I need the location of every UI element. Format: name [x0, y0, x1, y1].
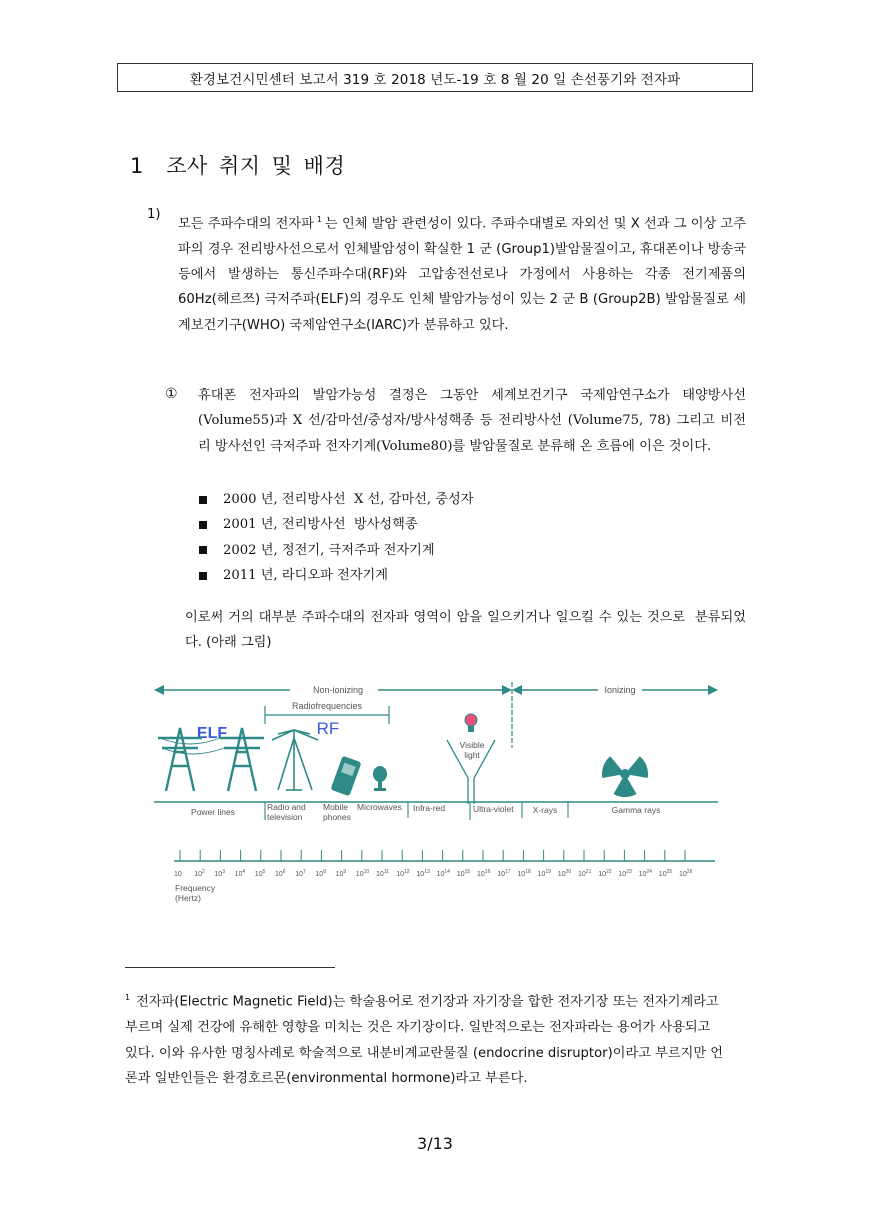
arrow-left-icon [512, 685, 522, 695]
frequency-axis-label: Frequency [175, 883, 216, 893]
frequency-tick-label: $10^5$ [254, 869, 266, 878]
frequency-tick-label: $10^{10}$ [355, 869, 370, 878]
square-bullet-icon [199, 572, 207, 580]
arrow-left-icon [154, 685, 164, 695]
rf-label: RF [316, 719, 340, 738]
frequency-axis-unit: (Hertz) [175, 893, 201, 903]
power-lines-wires [160, 738, 224, 754]
page-number: 3/13 [417, 1134, 453, 1153]
square-bullet-icon [199, 496, 207, 504]
footnote-marker: 1 [125, 993, 131, 1002]
section-title [130, 150, 345, 180]
bullet-item [198, 487, 473, 512]
band-radio-tv-2: television [267, 812, 303, 822]
radiofrequencies-label: Radiofrequencies [291, 701, 363, 711]
frequency-tick-label: $10^{23}$ [618, 869, 632, 878]
frequency-ticks [174, 850, 693, 878]
bullet-item [198, 512, 473, 537]
footnote [125, 985, 725, 1092]
ionizing-label: Ionizing [604, 685, 636, 695]
non-ionizing-label: Non-ionizing [312, 685, 364, 695]
elf-label: ELF [196, 725, 228, 742]
bullet-item [198, 563, 473, 588]
section-title-text: 1 조사 취지 및 배경 [130, 154, 346, 178]
frequency-tick-label: $10^{11}$ [376, 869, 389, 878]
arrow-right-icon [708, 685, 718, 695]
band-mobile-2: phones [323, 812, 351, 822]
report-header [117, 63, 753, 92]
bullet-item [198, 538, 473, 563]
power-tower-icon [158, 728, 202, 791]
radio-antenna-icon [272, 730, 318, 790]
microwave-dish-icon [373, 766, 387, 791]
frequency-tick-label: $10^{21}$ [578, 869, 592, 878]
paragraph-1-text-a: 모든 주파수대의 전자파 [178, 216, 314, 232]
frequency-tick-label: $10^7$ [295, 869, 306, 878]
bullet-list [198, 487, 473, 588]
bullet-text: 2000 년, 전리방사선 X 선, 감마선, 중성자 [223, 492, 474, 507]
frequency-tick-label: 10 [174, 871, 182, 878]
frequency-tick-label: $10^{18}$ [517, 869, 531, 878]
frequency-tick-label: $10^8$ [315, 869, 326, 878]
square-bullet-icon [199, 521, 207, 529]
frequency-tick-label: $10^{14}$ [436, 869, 450, 878]
visible-light-label-2: light [464, 750, 480, 760]
paragraph-1 [178, 207, 746, 338]
frequency-tick-label: $10^3$ [214, 869, 225, 878]
band-mobile-1: Mobile [323, 802, 349, 812]
frequency-tick-label: $10^{17}$ [497, 869, 511, 878]
frequency-tick-label: $10^{26}$ [679, 869, 693, 878]
footnote-text: 전자파(Electric Magnetic Field)는 학술용어로 전기장과 자기장을 합한 전자기장 또는 전자기계라고 부르며 실제 건강에 유해한 영향을 미치는 것은 자기장이다. 일반적으로는 전자파라는 용어가 사용되고 있다. 이와 유사한 명칭사례로 학술적으로 내분비계교란물질 (endocrine disruptor)이라고 부르지만 언론과 일반인들은 환경호르몬(environmental hormone)라고 부른다. [125, 994, 724, 1087]
square-bullet-icon [199, 546, 207, 554]
footnote-separator [125, 967, 335, 968]
arrow-right-icon [502, 685, 512, 695]
band-radio-tv-1: Radio and [267, 802, 306, 812]
band-microwaves: Microwaves [357, 802, 402, 812]
frequency-tick-label: $10^{13}$ [416, 869, 430, 878]
bullet-text: 2011 년, 라디오파 전자기계 [223, 567, 388, 583]
radiation-symbol-icon [599, 754, 651, 797]
visible-light-label-1: Visible [459, 740, 485, 750]
frequency-tick-label: $10^4$ [234, 869, 246, 878]
frequency-tick-label: $10^{12}$ [396, 869, 410, 878]
band-xrays: X-rays [532, 805, 558, 815]
bullet-text: 2001 년, 전리방사선 방사성핵종 [223, 517, 418, 533]
report-header-title: 환경보건시민센터 보고서 319 호 2018 년도-19 호 8 월 20 일 손선풍기와 전자파 [189, 71, 681, 88]
footnote-reference[interactable]: 1 [316, 215, 322, 224]
band-gamma-rays: Gamma rays [611, 805, 661, 815]
paragraph-1-marker: 1) [147, 207, 161, 222]
paragraph-3: 이로써 거의 대부분 주파수대의 전자파 영역이 암을 일으키거나 일으킬 수 있는 것으로 분류되었다. (아래 그림) [185, 610, 746, 651]
frequency-tick-label: $10^{15}$ [456, 869, 471, 878]
frequency-tick-label: $10^6$ [275, 869, 286, 878]
frequency-tick-label: $10^{24}$ [638, 869, 652, 878]
frequency-tick-label: $10^{22}$ [598, 869, 612, 878]
frequency-tick-label: $10^2$ [194, 869, 205, 878]
frequency-tick-label: $10^{16}$ [477, 869, 491, 878]
band-infrared: Infra-red [413, 803, 446, 813]
em-spectrum-figure [150, 678, 730, 910]
paragraph-2-marker: ① [165, 386, 178, 402]
frequency-tick-label: $10^{20}$ [557, 869, 572, 878]
power-tower-icon [220, 728, 264, 791]
light-bulb-icon [465, 714, 477, 732]
band-power-lines: Power lines [191, 807, 235, 817]
frequency-tick-label: $10^{25}$ [658, 869, 673, 878]
frequency-tick-label: $10^{19}$ [537, 869, 551, 878]
paragraph-1-text-b: 는 인체 발암 관련성이 있다. 주파수대별로 자외선 및 X 선과 그 이상 고주파의 경우 전리방사선으로서 인체발암성이 확실한 1 군 (Group1)발암물질이고, 휴대폰이나 방송국 등에서 발생하는 통신주파수대(RF)와 고압송전선로나 가정에서 사용하는 각종 전기제품의 60Hz(헤르쯔) 극저주파(ELF)의 경우도 인체 발암가능성이 있는 2 군 B (Group2B) 발암물질로 세계보건기구(WHO) 국제암연구소(IARC)가 분류하고 있다. [178, 216, 746, 333]
frequency-tick-label: $10^9$ [335, 869, 347, 878]
bullet-text: 2002 년, 정전기, 극저주파 전자기계 [223, 542, 435, 558]
mobile-phone-icon [330, 756, 361, 797]
paragraph-2: 휴대폰 전자파의 발암가능성 결정은 그동안 세계보건기구 국제암연구소가 태양방사선(Volume55)과 X 선/감마선/중성자/방사성핵종 등 전리방사선 (Volume75, 78) 그리고 비전리 방사선인 극저주파 전자기계(Volume80)를 발암물질로 분류해 온 흐름에 이은 것이다. [198, 388, 746, 454]
band-ultraviolet: Ultra-violet [473, 804, 514, 814]
